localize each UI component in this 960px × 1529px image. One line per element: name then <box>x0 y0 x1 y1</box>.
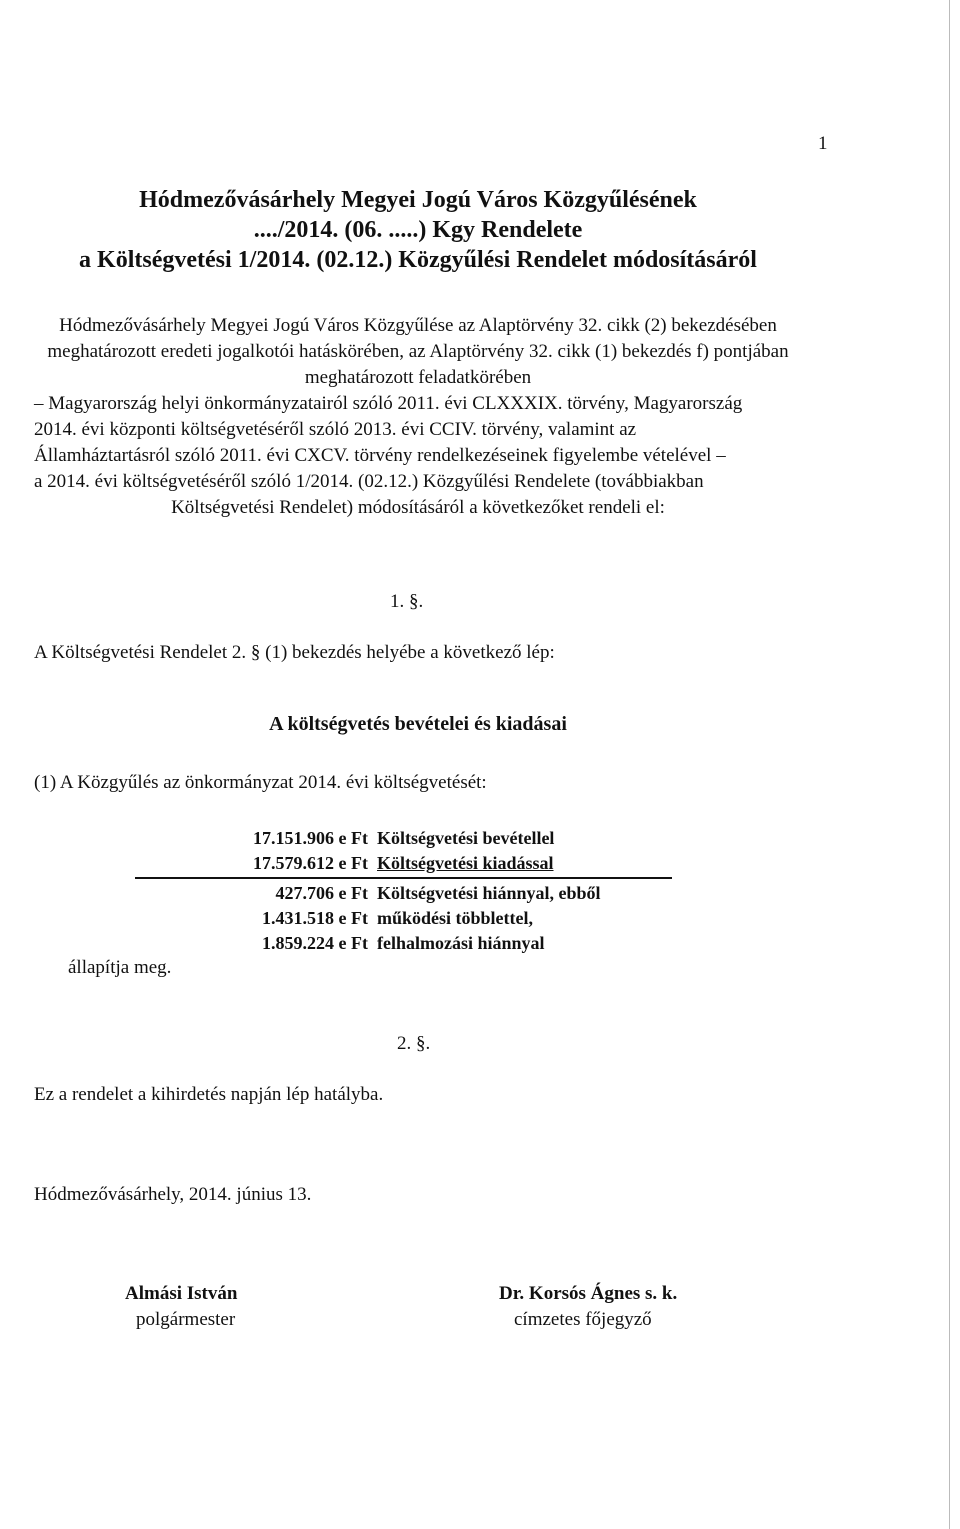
section-1-subheading: A költségvetés bevételei és kiadásai <box>269 713 567 735</box>
section-1-closing: állapítja meg. <box>68 957 172 978</box>
title-line-1: Hódmezővásárhely Megyei Jogú Város Közgyűlésének <box>139 187 697 213</box>
amount-value: 427.706 e Ft <box>275 883 368 903</box>
amount-label: Költségvetési bevétellel <box>377 828 555 848</box>
amount-label: Költségvetési kiadással <box>377 853 554 873</box>
section-1-paragraph: (1) A Közgyűlés az önkormányzat 2014. évi költségvetését: <box>34 772 487 793</box>
amount-value: 17.579.612 e Ft <box>253 853 368 873</box>
place-date: Hódmezővásárhely, 2014. június 13. <box>34 1184 312 1205</box>
section-2-heading: 2. §. <box>397 1033 431 1054</box>
signature-role-notary: címzetes főjegyző <box>514 1309 652 1330</box>
section-1-intro: A Költségvetési Rendelet 2. § (1) bekezdés helyébe a következő lép: <box>34 642 555 663</box>
preamble-line-1: Hódmezővásárhely Megyei Jogú Város Közgyűlése az Alaptörvény 32. cikk (2) bekezdésében <box>59 315 777 336</box>
sum-rule-line <box>135 877 672 879</box>
amount-label: Költségvetési hiánnyal, ebből <box>377 883 601 903</box>
section-1-heading: 1. §. <box>390 591 424 612</box>
amount-label: működési többlettel, <box>377 908 534 928</box>
title-line-2: ..../2014. (06. .....) Kgy Rendelete <box>253 217 583 243</box>
preamble-line-3: meghatározott feladatkörében <box>304 367 532 388</box>
preamble-line-8: Költségvetési Rendelet) módosításáról a következőket rendeli el: <box>171 497 665 518</box>
preamble-line-5: 2014. évi központi költségvetéséről szóló 2013. évi CCIV. törvény, valamint az <box>34 419 637 440</box>
signature-name-notary: Dr. Korsós Ágnes s. k. <box>499 1283 678 1304</box>
title-line-3: a Költségvetési 1/2014. (02.12.) Közgyűlési Rendelet módosításáról <box>79 247 757 273</box>
preamble-line-4: – Magyarország helyi önkormányzatairól szóló 2011. évi CLXXXIX. törvény, Magyarország <box>34 393 743 414</box>
amount-label: felhalmozási hiánnyal <box>377 933 545 953</box>
signature-role-mayor: polgármester <box>136 1309 236 1330</box>
amount-value: 1.859.224 e Ft <box>262 933 368 953</box>
page-edge-line <box>949 0 950 1529</box>
preamble-line-6: Államháztartásról szóló 2011. évi CXCV. törvény rendelkezéseinek figyelembe vételével – <box>34 445 726 466</box>
signature-name-mayor: Almási István <box>125 1283 238 1304</box>
preamble-line-7: a 2014. évi költségvetéséről szóló 1/2014. (02.12.) Közgyűlési Rendelete (továbbiakban <box>34 471 704 492</box>
preamble-line-2: meghatározott eredeti jogalkotói hatáskörében, az Alaptörvény 32. cikk (1) bekezdés f) pontjában <box>47 341 789 362</box>
amount-value: 1.431.518 e Ft <box>262 908 368 928</box>
section-2-text: Ez a rendelet a kihirdetés napján lép hatályba. <box>34 1084 384 1105</box>
amount-value: 17.151.906 e Ft <box>253 828 368 848</box>
page-number: 1 <box>818 133 828 154</box>
